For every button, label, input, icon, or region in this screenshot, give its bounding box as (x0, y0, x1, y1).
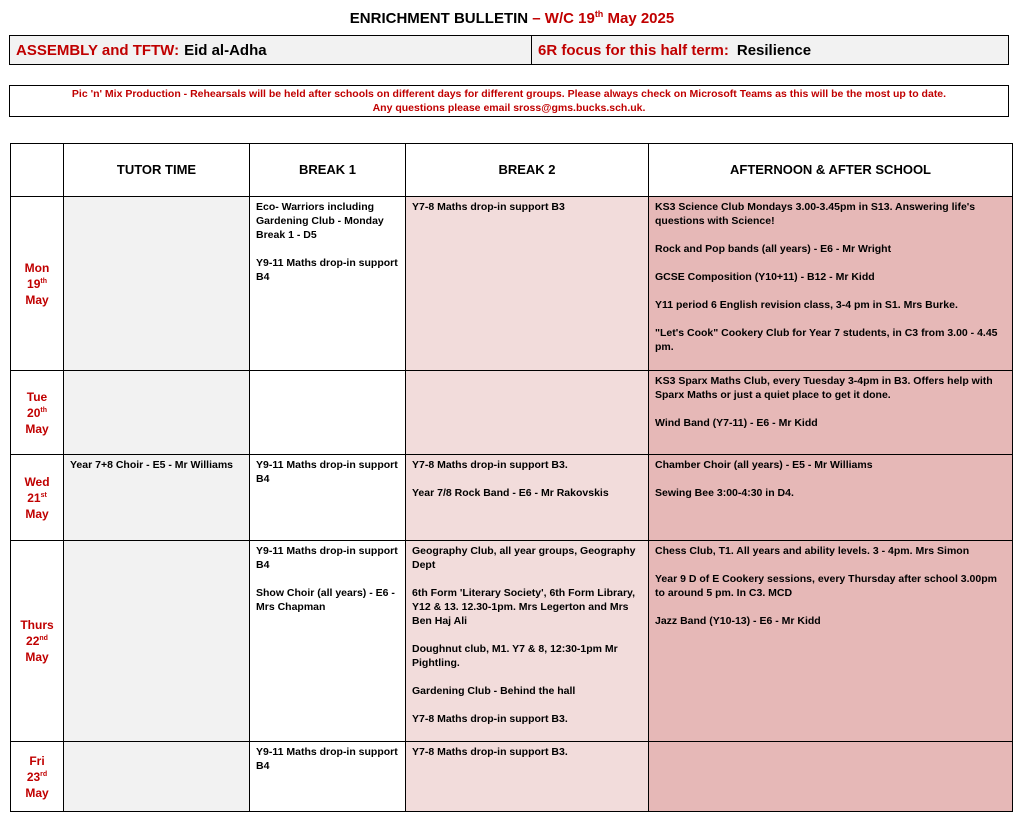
day-number: 22 (26, 634, 40, 648)
assembly-cell (10, 36, 532, 64)
day-number: 20 (27, 405, 41, 420)
title-week-sup: th (594, 9, 604, 19)
afternoon-cell (649, 455, 1013, 541)
day-name: Fri (29, 753, 45, 768)
day-suffix: st (40, 491, 47, 499)
cell-content (406, 742, 648, 762)
activity-item: Jazz Band (Y10-13) - E6 - Mr Kidd (655, 615, 821, 627)
activity-item: Year 9 D of E Cookery sessions, every Thursday after school 3.00pm to around 5 pm. In C3. MCD (655, 573, 997, 599)
timetable (10, 143, 1013, 812)
header-break-1: BREAK 1 (250, 144, 406, 197)
day-date (11, 769, 63, 785)
cell-content (64, 541, 249, 547)
activity-item: Y7-8 Maths drop-in support B3. (412, 459, 568, 471)
break-1-cell (250, 197, 406, 371)
bulletin-title (0, 9, 1024, 27)
info-bar (9, 35, 1009, 65)
focus-value: Resilience (736, 41, 812, 59)
day-month: May (25, 506, 49, 521)
cell-content (64, 742, 249, 748)
activity-item: Doughnut club, M1. Y7 & 8, 12:30-1pm Mr Pightling. (412, 643, 618, 669)
day-month: May (25, 650, 49, 664)
activity-item: Wind Band (Y7-11) - E6 - Mr Kidd (655, 417, 818, 429)
day-label-cell (11, 541, 64, 742)
notice-line-2: Any questions please email sross@gms.bucks.sch.uk. (372, 102, 646, 114)
title-week-suffix: May 2025 (603, 10, 675, 27)
activity-item: 6th Form 'Literary Society', 6th Form Library, Y12 & 13. 12.30-1pm. Mrs Legerton and Mrs Ben Haj Ali (412, 587, 636, 627)
header-blank (11, 144, 64, 197)
activity-item: Y9-11 Maths drop-in support B4 (256, 459, 398, 485)
activity-item: Geography Club, all year groups, Geography Dept (412, 545, 636, 571)
day-name: Thurs (20, 618, 54, 632)
break-2-cell (406, 371, 649, 455)
activity-item: Show Choir (all years) - E6 - Mrs Chapman (256, 587, 395, 613)
cell-content (406, 197, 648, 217)
tutor-time-cell (64, 455, 250, 541)
cell-content (64, 371, 249, 377)
day-month: May (25, 785, 49, 800)
day-month: May (25, 421, 49, 436)
activity-item: Year 7/8 Rock Band - E6 - Mr Rakovskis (412, 487, 609, 499)
tutor-time-cell (64, 197, 250, 371)
day-month: May (25, 292, 49, 307)
activity-item: Year 7+8 Choir - E5 - Mr Williams (70, 459, 234, 471)
afternoon-cell (649, 742, 1013, 812)
break-1-cell (250, 371, 406, 455)
notice-box (9, 85, 1009, 117)
header-afternoon: AFTERNOON & AFTER SCHOOL (649, 144, 1013, 197)
cell-content (250, 742, 405, 776)
cell-content (406, 541, 648, 729)
tutor-time-cell (64, 371, 250, 455)
day-label-cell (11, 455, 64, 541)
day-label-cell (11, 197, 64, 371)
cell-content (406, 455, 648, 503)
break-2-cell (406, 197, 649, 371)
day-date (11, 490, 63, 506)
activity-item: Sewing Bee 3:00-4:30 in D4. (655, 487, 794, 499)
day-row-fri (11, 742, 1013, 812)
day-number: 23 (26, 769, 41, 784)
afternoon-cell (649, 197, 1013, 371)
focus-cell (532, 36, 1008, 64)
activity-item: GCSE Composition (Y10+11) - B12 - Mr Kidd (655, 271, 875, 283)
day-suffix: th (40, 277, 47, 285)
day-suffix: th (40, 406, 47, 414)
day-date (11, 633, 63, 649)
activity-item: Y7-8 Maths drop-in support B3. (412, 746, 568, 758)
header-row (11, 144, 1013, 197)
day-row-thurs (11, 541, 1013, 742)
activity-item: Rock and Pop bands (all years) - E6 - Mr Wright (655, 243, 892, 255)
break-1-cell (250, 541, 406, 742)
cell-content (649, 742, 1012, 748)
break-1-cell (250, 742, 406, 812)
activity-item: Gardening Club - Behind the hall (412, 685, 576, 697)
title-main: ENRICHMENT BULLETIN (349, 10, 529, 27)
day-suffix: rd (40, 770, 48, 778)
cell-content (406, 371, 648, 377)
tutor-time-cell (64, 541, 250, 742)
day-row-wed (11, 455, 1013, 541)
cell-content (649, 541, 1012, 631)
cell-content (250, 455, 405, 489)
day-number: 19 (27, 276, 41, 291)
activity-item: Chamber Choir (all years) - E5 - Mr Williams (655, 459, 873, 471)
cell-content (64, 197, 249, 203)
cell-content (64, 455, 249, 475)
activity-item: Y7-8 Maths drop-in support B3. (412, 713, 568, 725)
day-row-tue (11, 371, 1013, 455)
activity-item: Y11 period 6 English revision class, 3-4 pm in S1. Mrs Burke. (655, 299, 958, 311)
day-name: Mon (24, 260, 50, 275)
day-date (11, 405, 63, 421)
header-break-2: BREAK 2 (406, 144, 649, 197)
cell-content (250, 197, 405, 287)
activity-item: Y9-11 Maths drop-in support B4 (256, 545, 398, 571)
cell-content (649, 371, 1012, 433)
assembly-value: Eid al-Adha (184, 41, 267, 59)
afternoon-cell (649, 371, 1013, 455)
activity-item: KS3 Sparx Maths Club, every Tuesday 3-4pm in B3. Offers help with Sparx Maths or just a quiet place to get it done. (655, 375, 993, 401)
break-2-cell (406, 742, 649, 812)
day-name: Tue (26, 389, 48, 404)
activity-item: Y9-11 Maths drop-in support B4 (256, 257, 398, 283)
header-tutor-time: TUTOR TIME (64, 144, 250, 197)
title-week (528, 10, 674, 27)
activity-item: Y7-8 Maths drop-in support B3 (412, 201, 565, 213)
day-number: 21 (27, 490, 41, 505)
cell-content (649, 197, 1012, 357)
activity-item: "Let's Cook" Cookery Club for Year 7 students, in C3 from 3.00 - 4.45 pm. (655, 327, 998, 353)
break-2-cell (406, 455, 649, 541)
title-week-prefix: – W/C 19 (528, 10, 595, 27)
break-1-cell (250, 455, 406, 541)
day-name: Wed (24, 474, 50, 489)
cell-content (250, 541, 405, 617)
day-row-mon (11, 197, 1013, 371)
break-2-cell (406, 541, 649, 742)
cell-content (250, 371, 405, 377)
notice-line-1: Pic 'n' Mix Production - Rehearsals will be held after schools on different days for different groups. Please always check on Microsoft Teams as this will be the most up to date. (71, 88, 947, 100)
cell-content (649, 455, 1012, 503)
activity-item: Chess Club, T1. All years and ability levels. 3 - 4pm. Mrs Simon (655, 545, 970, 557)
activity-item: Eco- Warriors including Gardening Club - Monday Break 1 - D5 (256, 201, 384, 241)
day-label-cell (11, 371, 64, 455)
tutor-time-cell (64, 742, 250, 812)
day-date (11, 276, 63, 292)
activity-item: Y9-11 Maths drop-in support B4 (256, 746, 398, 772)
assembly-label: ASSEMBLY and TFTW: (16, 41, 180, 59)
day-suffix: nd (39, 635, 48, 642)
afternoon-cell (649, 541, 1013, 742)
day-label-cell (11, 742, 64, 812)
activity-item: KS3 Science Club Mondays 3.00-3.45pm in S13. Answering life's questions with Science! (655, 201, 976, 227)
focus-label: 6R focus for this half term: (538, 41, 729, 59)
